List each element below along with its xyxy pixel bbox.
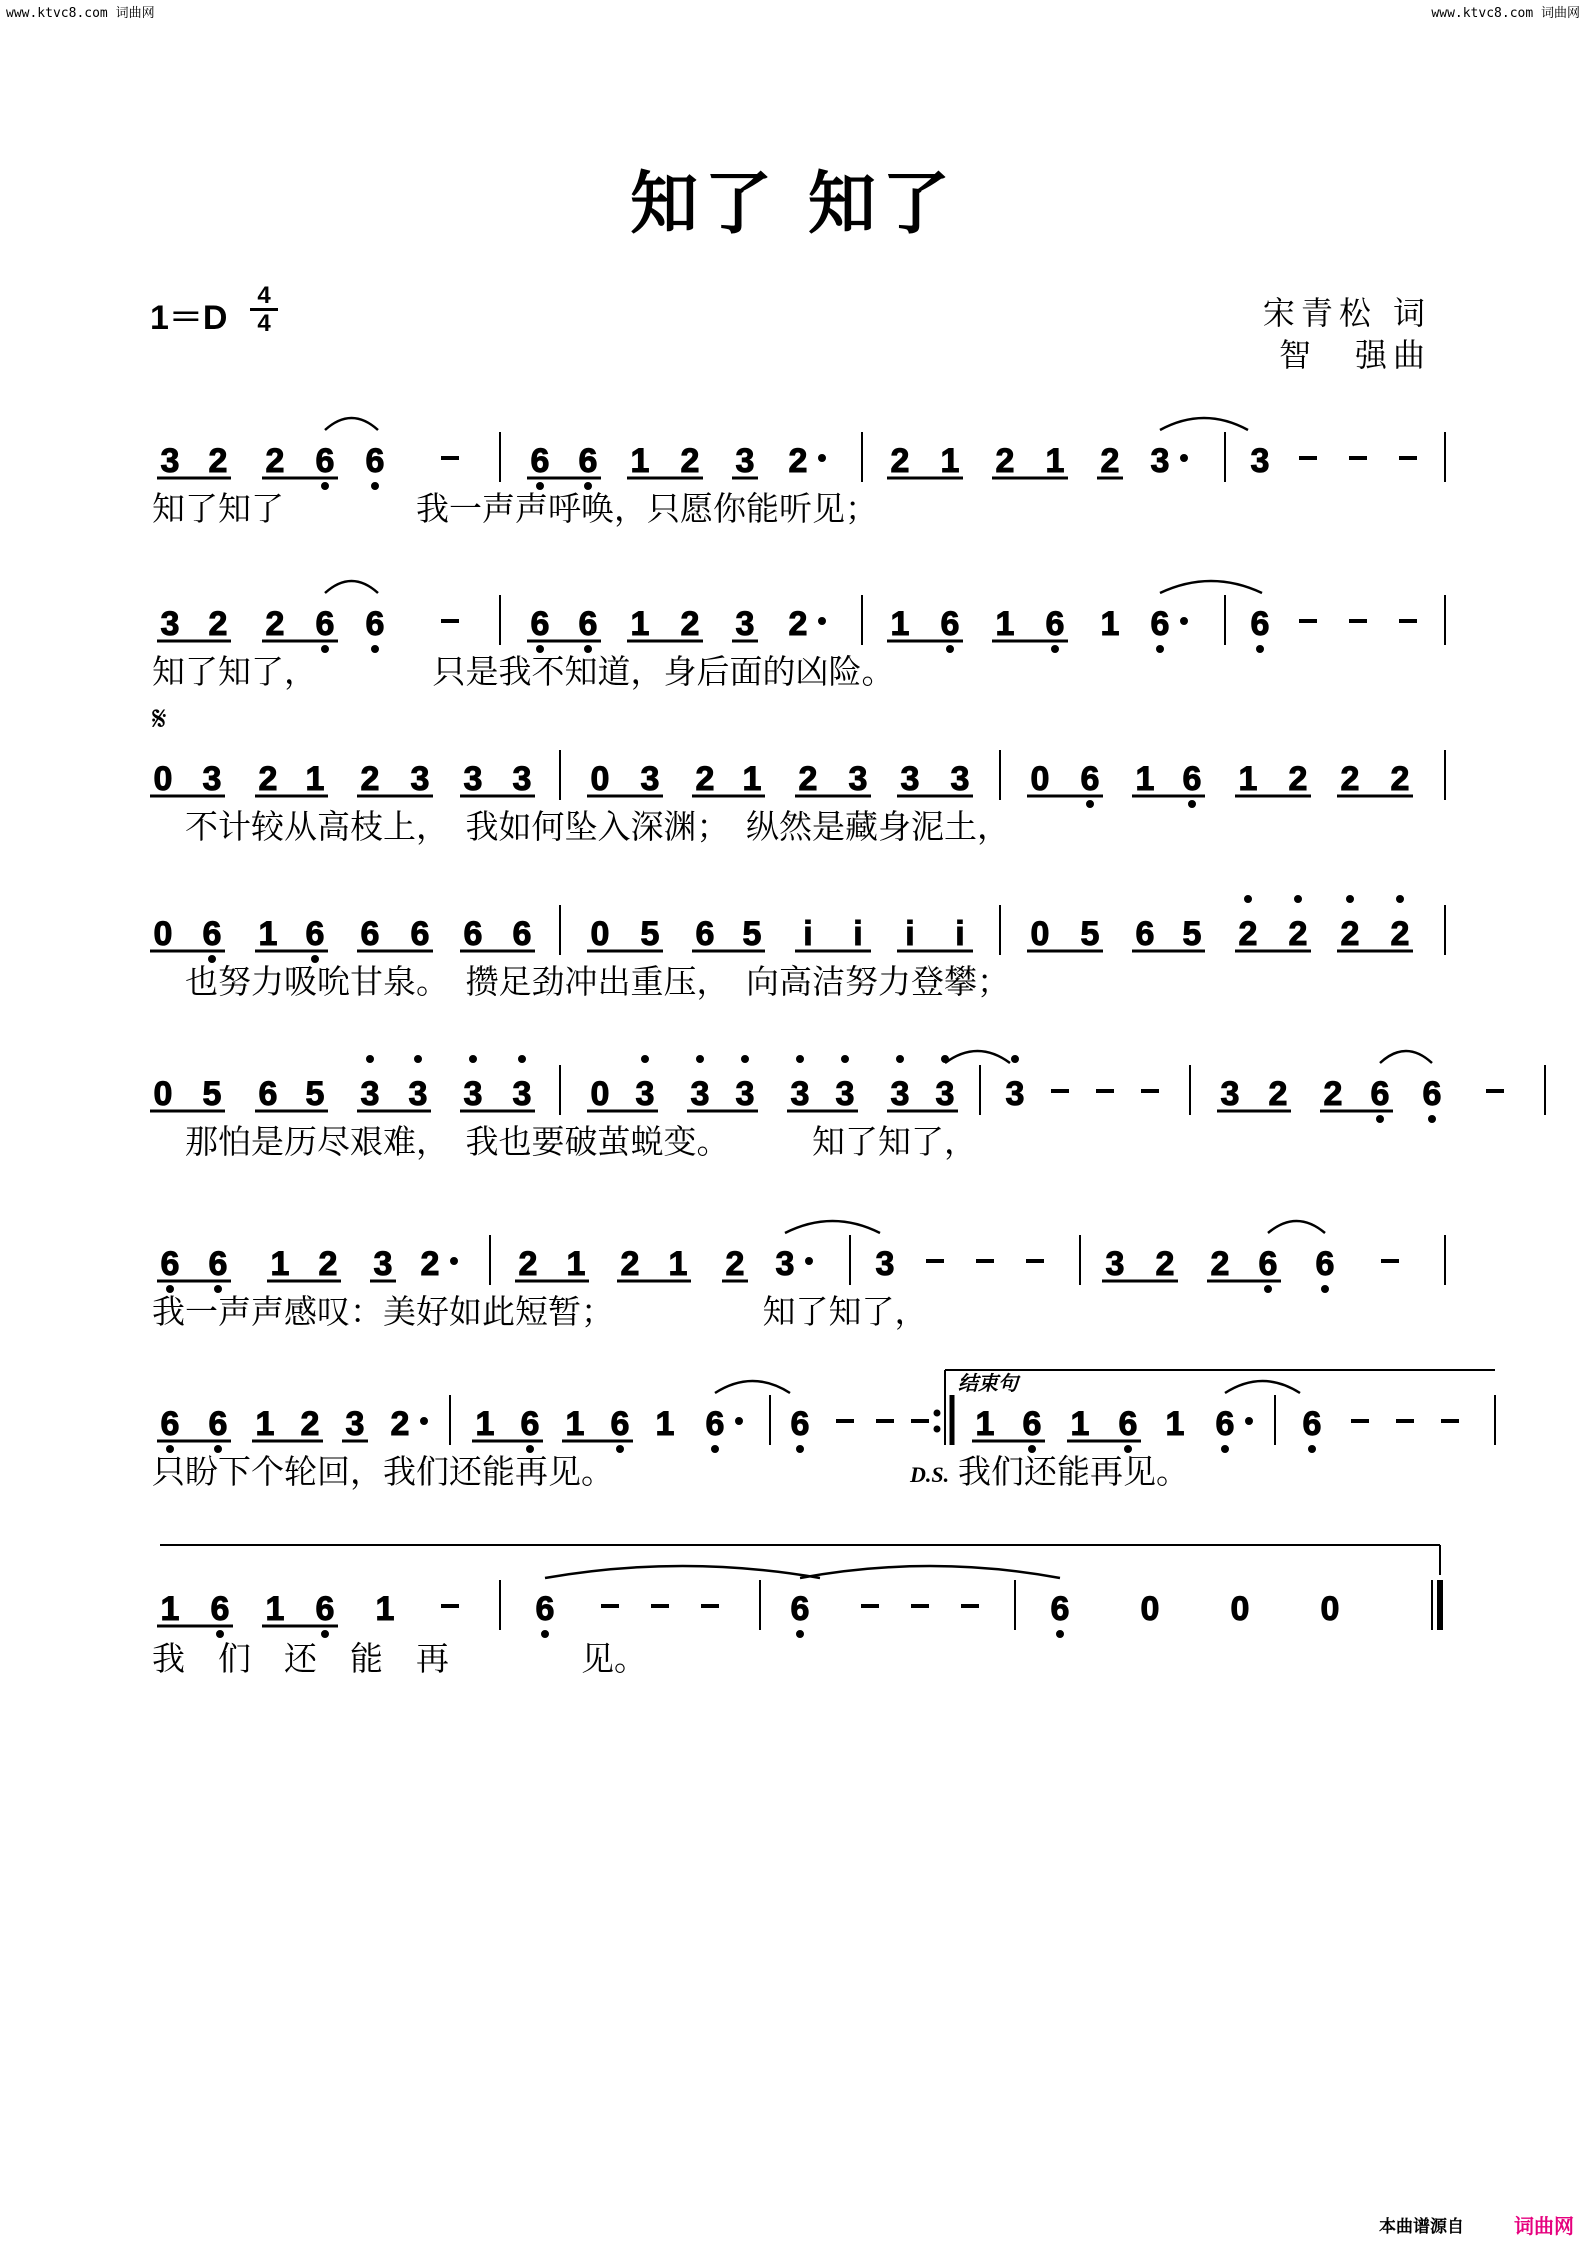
- note-digit: 6: [258, 1075, 278, 1113]
- footer-brand: 词曲网: [1514, 2214, 1574, 2238]
- note-digit: 0: [1230, 1590, 1250, 1628]
- note-digit: 6: [315, 1590, 335, 1628]
- note-digit: 0: [153, 1075, 173, 1113]
- note-digit: 2: [695, 760, 715, 798]
- lower-octave-dot: [322, 1631, 329, 1638]
- lower-octave-dot: [1429, 1116, 1436, 1123]
- lyric-line-7-ending: 我们还能再见。: [958, 1452, 1189, 1491]
- note-digit: 6: [512, 915, 532, 953]
- note-digit: 1: [940, 442, 960, 480]
- note-digit: 3: [950, 760, 970, 798]
- lower-octave-dot: [712, 1446, 719, 1453]
- lower-octave-dot: [617, 1446, 624, 1453]
- extension-dash: [1441, 1419, 1459, 1423]
- note-digit: i: [853, 915, 863, 953]
- augmentation-dot: [451, 1258, 458, 1265]
- tie-arc: [945, 1051, 1010, 1063]
- note-digit: 3: [835, 1075, 855, 1113]
- extension-dash: [836, 1419, 854, 1423]
- note-digit: 2: [788, 442, 808, 480]
- note-digit: 1: [305, 760, 325, 798]
- header-watermark-right: www.ktvc8.com 词曲网: [1431, 6, 1580, 21]
- note-digit: 6: [1302, 1405, 1322, 1443]
- extension-dash: [1051, 1089, 1069, 1093]
- note-digit: 3: [160, 605, 180, 643]
- note-digit: 1: [742, 760, 762, 798]
- augmentation-dot: [806, 1258, 813, 1265]
- note-digit: 6: [1250, 605, 1270, 643]
- note-digit: 3: [1250, 442, 1270, 480]
- note-digit: 2: [788, 605, 808, 643]
- augmentation-dot: [819, 455, 826, 462]
- upper-octave-dot: [797, 1056, 804, 1063]
- extension-dash: [961, 1604, 979, 1608]
- note-digit: 1: [475, 1405, 495, 1443]
- upper-octave-dot: [697, 1056, 704, 1063]
- lyric-line-7: 只盼下个轮回，我们还能再见。: [152, 1452, 614, 1491]
- lyric-line-3: 不计较从高枝上， 我如何坠入深渊； 纵然是藏身泥土，: [152, 807, 1010, 846]
- note-digit: 6: [1215, 1405, 1235, 1443]
- lyric-line-2: 知了知了， 只是我不知道，身后面的凶险。: [152, 652, 895, 691]
- note-digit: 3: [345, 1405, 365, 1443]
- note-digit: 2: [1340, 915, 1360, 953]
- lower-octave-dot: [217, 1631, 224, 1638]
- lower-octave-dot: [1265, 1286, 1272, 1293]
- note-digit: 2: [318, 1245, 338, 1283]
- extension-dash: [911, 1604, 929, 1608]
- note-digit: 6: [410, 915, 430, 953]
- upper-octave-dot: [1295, 896, 1302, 903]
- lower-octave-dot: [1087, 801, 1094, 808]
- note-digit: 3: [512, 760, 532, 798]
- note-digit: 1: [630, 605, 650, 643]
- extension-dash: [1026, 1259, 1044, 1263]
- note-digit: 6: [305, 915, 325, 953]
- note-digit: 1: [1238, 760, 1258, 798]
- note-digit: 6: [463, 915, 483, 953]
- lyric-line-4: 也努力吸吮甘泉。 攒足劲冲出重压， 向高洁努力登攀；: [152, 962, 1010, 1001]
- note-digit: 5: [640, 915, 660, 953]
- upper-octave-dot: [1245, 896, 1252, 903]
- lyricist-credit: 宋青松 词: [1262, 294, 1431, 332]
- extension-dash: [861, 1604, 879, 1608]
- extension-dash: [1349, 456, 1367, 460]
- note-digit: 1: [270, 1245, 290, 1283]
- note-digit: 2: [1238, 915, 1258, 953]
- note-digit: 3: [410, 760, 430, 798]
- note-digit: 1: [1135, 760, 1155, 798]
- tie-arc: [545, 1566, 820, 1578]
- composer-credit: 智 强曲: [1278, 336, 1431, 374]
- extension-dash: [1381, 1259, 1399, 1263]
- note-digit: 6: [1118, 1405, 1138, 1443]
- lyric-line-5: 那怕是历尽艰难， 我也要破茧蜕变。 知了知了，: [152, 1122, 977, 1161]
- extension-dash: [1096, 1089, 1114, 1093]
- segno-mark: 𝄋: [152, 699, 167, 739]
- note-digit: 3: [890, 1075, 910, 1113]
- ending-label: 结束句: [958, 1373, 1018, 1395]
- note-digit: 1: [566, 1245, 586, 1283]
- lyric-line-8: 我 们 还 能 再 见。: [152, 1639, 647, 1678]
- note-digit: 1: [630, 442, 650, 480]
- lower-octave-dot: [1309, 1446, 1316, 1453]
- note-digit: 3: [463, 1075, 483, 1113]
- repeat-dot: [934, 1426, 940, 1432]
- note-digit: 2: [725, 1245, 745, 1283]
- note-digit: 2: [1323, 1075, 1343, 1113]
- note-digit: 6: [210, 1590, 230, 1628]
- note-digit: 6: [1370, 1075, 1390, 1113]
- upper-octave-dot: [367, 1056, 374, 1063]
- note-digit: 3: [735, 442, 755, 480]
- extension-dash: [926, 1259, 944, 1263]
- note-digit: 1: [375, 1590, 395, 1628]
- note-digit: 6: [535, 1590, 555, 1628]
- note-digit: 1: [668, 1245, 688, 1283]
- note-digit: 6: [1135, 915, 1155, 953]
- header-watermark-left: www.ktvc8.com 词曲网: [6, 6, 155, 21]
- upper-octave-dot: [842, 1056, 849, 1063]
- note-digit: 6: [530, 442, 550, 480]
- extension-dash: [1486, 1089, 1504, 1093]
- note-digit: 6: [940, 605, 960, 643]
- note-digit: 6: [1315, 1245, 1335, 1283]
- note-digit: 2: [1390, 915, 1410, 953]
- extension-dash: [1399, 619, 1417, 623]
- extension-dash: [1351, 1419, 1369, 1423]
- note-digit: 3: [1150, 442, 1170, 480]
- note-digit: 3: [900, 760, 920, 798]
- note-digit: 2: [680, 442, 700, 480]
- note-digit: i: [955, 915, 965, 953]
- extension-dash: [1299, 619, 1317, 623]
- lower-octave-dot: [1322, 1286, 1329, 1293]
- extension-dash: [441, 456, 459, 460]
- note-digit: 6: [208, 1405, 228, 1443]
- note-digit: 3: [463, 760, 483, 798]
- note-digit: 3: [848, 760, 868, 798]
- note-digit: 3: [512, 1075, 532, 1113]
- augmentation-dot: [1181, 455, 1188, 462]
- note-digit: 3: [640, 760, 660, 798]
- lower-octave-dot: [1257, 646, 1264, 653]
- note-digit: 0: [590, 915, 610, 953]
- lyric-line-1: 知了知了 我一声声呼唤，只愿你能听见；: [152, 489, 878, 528]
- note-digit: 1: [1070, 1405, 1090, 1443]
- extension-dash: [976, 1259, 994, 1263]
- note-digit: 1: [160, 1590, 180, 1628]
- note-digit: 2: [1288, 760, 1308, 798]
- extension-dash: [651, 1604, 669, 1608]
- note-digit: 1: [890, 605, 910, 643]
- upper-octave-dot: [897, 1056, 904, 1063]
- extension-dash: [1141, 1089, 1159, 1093]
- note-digit: 3: [373, 1245, 393, 1283]
- key-signature: 1＝D: [150, 299, 228, 337]
- lower-octave-dot: [1377, 1116, 1384, 1123]
- footer-source: 本曲谱源自: [1379, 2217, 1464, 2237]
- note-digit: 6: [202, 915, 222, 953]
- note-digit: 6: [365, 442, 385, 480]
- note-digit: 3: [935, 1075, 955, 1113]
- note-digit: 2: [1155, 1245, 1175, 1283]
- note-digit: 2: [1268, 1075, 1288, 1113]
- note-digit: 3: [635, 1075, 655, 1113]
- note-digit: 6: [520, 1405, 540, 1443]
- extension-dash: [441, 1604, 459, 1608]
- note-digit: 2: [518, 1245, 538, 1283]
- upper-octave-dot: [642, 1056, 649, 1063]
- tie-arc: [1160, 418, 1248, 430]
- note-digit: 1: [265, 1590, 285, 1628]
- augmentation-dot: [1246, 1418, 1253, 1425]
- note-digit: 6: [530, 605, 550, 643]
- lyric-line-6: 我一声声感叹：美好如此短暂； 知了知了，: [152, 1292, 928, 1331]
- note-digit: 1: [1165, 1405, 1185, 1443]
- note-digit: 3: [360, 1075, 380, 1113]
- note-digit: 6: [1050, 1590, 1070, 1628]
- note-digit: 0: [1030, 915, 1050, 953]
- note-digit: 3: [160, 442, 180, 480]
- note-digit: 3: [1105, 1245, 1125, 1283]
- upper-octave-dot: [1397, 896, 1404, 903]
- note-digit: 3: [735, 605, 755, 643]
- note-digit: 2: [995, 442, 1015, 480]
- extension-dash: [876, 1419, 894, 1423]
- extension-dash: [601, 1604, 619, 1608]
- note-digit: 2: [620, 1245, 640, 1283]
- lower-octave-dot: [1157, 646, 1164, 653]
- lower-octave-dot: [1057, 1631, 1064, 1638]
- note-digit: 2: [300, 1405, 320, 1443]
- note-digit: 1: [255, 1405, 275, 1443]
- augmentation-dot: [736, 1418, 743, 1425]
- tie-arc: [1268, 1221, 1325, 1233]
- note-digit: 6: [790, 1590, 810, 1628]
- note-digit: 1: [565, 1405, 585, 1443]
- note-digit: 6: [1258, 1245, 1278, 1283]
- note-digit: 6: [365, 605, 385, 643]
- note-digit: 2: [1340, 760, 1360, 798]
- note-digit: 6: [578, 605, 598, 643]
- note-digit: 0: [1030, 760, 1050, 798]
- note-digit: 5: [202, 1075, 222, 1113]
- tie-arc: [1380, 1051, 1432, 1063]
- lower-octave-dot: [797, 1446, 804, 1453]
- note-digit: 6: [705, 1405, 725, 1443]
- note-digit: 6: [1045, 605, 1065, 643]
- time-signature-top: 4: [257, 282, 271, 309]
- note-digit: 3: [1220, 1075, 1240, 1113]
- note-digit: 3: [408, 1075, 428, 1113]
- note-digit: 2: [390, 1405, 410, 1443]
- time-signature-bottom: 4: [257, 310, 271, 337]
- lower-octave-dot: [1222, 1446, 1229, 1453]
- note-digit: 2: [798, 760, 818, 798]
- note-digit: 3: [775, 1245, 795, 1283]
- note-digit: 6: [790, 1405, 810, 1443]
- note-digit: 2: [680, 605, 700, 643]
- upper-octave-dot: [1347, 896, 1354, 903]
- note-digit: i: [905, 915, 915, 953]
- extension-dash: [1399, 456, 1417, 460]
- upper-octave-dot: [519, 1056, 526, 1063]
- upper-octave-dot: [1012, 1056, 1019, 1063]
- note-digit: 3: [790, 1075, 810, 1113]
- note-digit: 2: [258, 760, 278, 798]
- note-digit: 3: [690, 1075, 710, 1113]
- note-digit: 6: [1182, 760, 1202, 798]
- note-digit: 2: [420, 1245, 440, 1283]
- note-digit: 6: [208, 1245, 228, 1283]
- note-digit: 3: [1005, 1075, 1025, 1113]
- note-digit: 6: [1150, 605, 1170, 643]
- note-digit: 0: [1320, 1590, 1340, 1628]
- augmentation-dot: [1181, 618, 1188, 625]
- upper-octave-dot: [415, 1056, 422, 1063]
- note-digit: 6: [160, 1245, 180, 1283]
- tie-arc: [1160, 581, 1262, 593]
- tie-arc: [785, 1221, 880, 1233]
- lower-octave-dot: [1189, 801, 1196, 808]
- note-digit: 3: [202, 760, 222, 798]
- upper-octave-dot: [742, 1056, 749, 1063]
- note-digit: 2: [1390, 760, 1410, 798]
- note-digit: 6: [1080, 760, 1100, 798]
- tie-arc: [325, 418, 378, 430]
- note-digit: 5: [1182, 915, 1202, 953]
- note-digit: 2: [360, 760, 380, 798]
- note-digit: 2: [208, 605, 228, 643]
- tie-arc: [325, 581, 378, 593]
- note-digit: 6: [610, 1405, 630, 1443]
- note-digit: i: [803, 915, 813, 953]
- note-digit: 6: [695, 915, 715, 953]
- augmentation-dot: [819, 618, 826, 625]
- lower-octave-dot: [797, 1631, 804, 1638]
- note-digit: 1: [995, 605, 1015, 643]
- note-digit: 0: [590, 1075, 610, 1113]
- note-digit: 5: [1080, 915, 1100, 953]
- lower-octave-dot: [947, 646, 954, 653]
- note-digit: 1: [655, 1405, 675, 1443]
- note-digit: 0: [153, 760, 173, 798]
- upper-octave-dot: [470, 1056, 477, 1063]
- lower-octave-dot: [542, 1631, 549, 1638]
- note-digit: 3: [735, 1075, 755, 1113]
- extension-dash: [1396, 1419, 1414, 1423]
- note-digit: 1: [258, 915, 278, 953]
- note-digit: 1: [1100, 605, 1120, 643]
- note-digit: 2: [1288, 915, 1308, 953]
- note-digit: 6: [315, 605, 335, 643]
- lower-octave-dot: [1052, 646, 1059, 653]
- note-digit: 0: [590, 760, 610, 798]
- note-digit: 6: [1022, 1405, 1042, 1443]
- augmentation-dot: [421, 1418, 428, 1425]
- repeat-dot: [934, 1410, 940, 1416]
- note-digit: 6: [360, 915, 380, 953]
- note-digit: 6: [578, 442, 598, 480]
- note-digit: 2: [1210, 1245, 1230, 1283]
- extension-dash: [701, 1604, 719, 1608]
- extension-dash: [441, 619, 459, 623]
- note-digit: 6: [160, 1405, 180, 1443]
- note-digit: 5: [305, 1075, 325, 1113]
- ds-mark: D.S.: [910, 1462, 950, 1487]
- extension-dash: [1349, 619, 1367, 623]
- tie-arc: [1225, 1381, 1300, 1393]
- song-title: 知了 知了: [630, 165, 956, 244]
- note-digit: 2: [1100, 442, 1120, 480]
- extension-dash: [1299, 456, 1317, 460]
- note-digit: 5: [742, 915, 762, 953]
- note-digit: 3: [875, 1245, 895, 1283]
- note-digit: 2: [265, 605, 285, 643]
- note-digit: 6: [315, 442, 335, 480]
- note-digit: 2: [890, 442, 910, 480]
- tie-arc: [715, 1381, 790, 1393]
- tie-arc: [800, 1566, 1060, 1578]
- note-digit: 1: [975, 1405, 995, 1443]
- note-digit: 2: [208, 442, 228, 480]
- note-digit: 1: [1045, 442, 1065, 480]
- note-digit: 6: [1422, 1075, 1442, 1113]
- note-digit: 0: [1140, 1590, 1160, 1628]
- note-digit: 0: [153, 915, 173, 953]
- note-digit: 2: [265, 442, 285, 480]
- extension-dash: [911, 1419, 929, 1423]
